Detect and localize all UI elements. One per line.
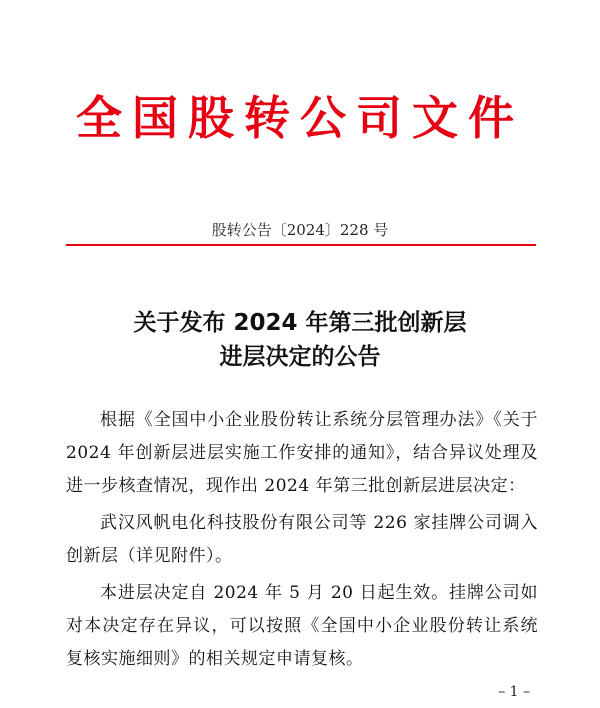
body-text (66, 404, 538, 680)
red-divider-line (66, 244, 536, 246)
body-paragraph-2: 武汉风帆电化科技股份有限公司等 226 家挂牌公司调入创新层（详见附件）。 (66, 513, 538, 566)
page-number: – 1 – (498, 684, 530, 700)
body-paragraph-1: 根据《全国中小企业股份转让系统分层管理办法》《关于2024 年创新层进层实施工作安排的通知》，结合异议处理及进一步核查情况，现作出 2024 年第三批创新层进层决定： (66, 410, 538, 496)
announcement-title (0, 306, 600, 374)
issuer-title: 全国股转公司文件 (76, 91, 524, 145)
title-line-1: 关于发布 2024 年第三批创新层 (133, 310, 467, 336)
document-number: 股转公告〔2024〕228 号 (211, 221, 389, 239)
title-line-2: 进层决定的公告 (219, 344, 381, 370)
body-paragraph-3: 本进层决定自 2024 年 5 月 20 日起生效。挂牌公司如对本决定存在异议，可以按照《全国中小企业股份转让系统复核实施细则》的相关规定申请复核。 (66, 583, 538, 669)
